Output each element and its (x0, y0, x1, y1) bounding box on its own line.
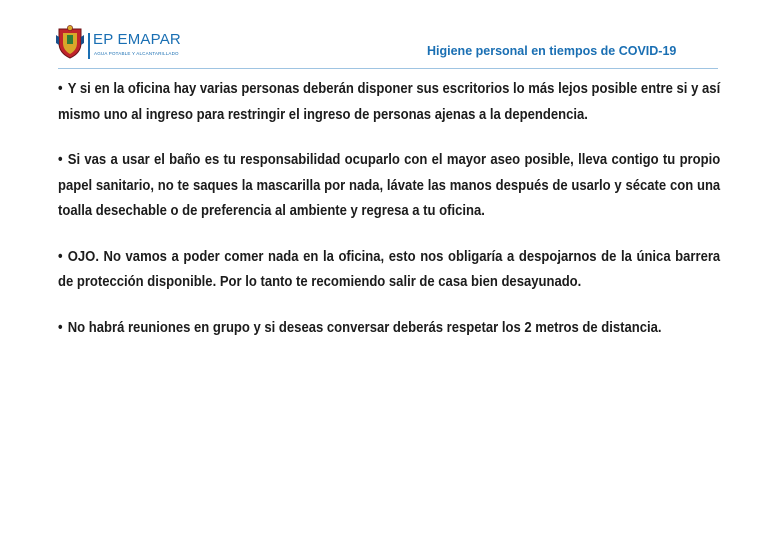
paragraph-bathroom-hygiene (58, 147, 720, 224)
paragraph-no-meetings (58, 315, 720, 341)
paragraph-text: No habrá reuniones en grupo y si deseas conversar deberás respetar los 2 metros de distancia. (67, 318, 662, 336)
brand-name: EP EMAPAR (93, 31, 181, 48)
paragraph-no-eating (58, 244, 720, 295)
brand-divider (88, 33, 90, 59)
page-title: Higiene personal en tiempos de COVID-19 (427, 44, 677, 58)
brand-tagline: AGUA POTABLE Y ALCANTARILLADO (94, 51, 179, 56)
municipal-coat-of-arms-icon (56, 25, 84, 59)
document-body (58, 76, 720, 360)
document-header (0, 0, 768, 72)
bullet-icon: • (58, 80, 63, 97)
paragraph-text: OJO. No vamos a poder comer nada en la oficina, esto nos obligaría a despojarnos de la única barrera de protección disponible. Por lo tanto te recomiendo salir de casa bien desayunado. (58, 247, 721, 290)
paragraph-office-distancing (58, 76, 720, 127)
bullet-icon: • (58, 318, 63, 336)
header-divider (58, 68, 718, 69)
paragraph-text: Si vas a usar el baño es tu responsabilidad ocuparlo con el mayor aseo posible, lleva contigo tu propio papel sanitario, no te saques la mascarilla por nada, lávate las manos después de usarlo y sécate con una toalla desechable o de preferencia al ambiente y regresa a tu oficina. (58, 151, 721, 219)
bullet-icon: • (58, 151, 63, 168)
paragraph-text: Y si en la oficina hay varias personas deberán disponer sus escritorios lo más lejos posible entre si y así mismo uno al ingreso para restringir el ingreso de personas ajenas a la dependencia. (58, 80, 721, 123)
bullet-icon: • (58, 247, 63, 265)
